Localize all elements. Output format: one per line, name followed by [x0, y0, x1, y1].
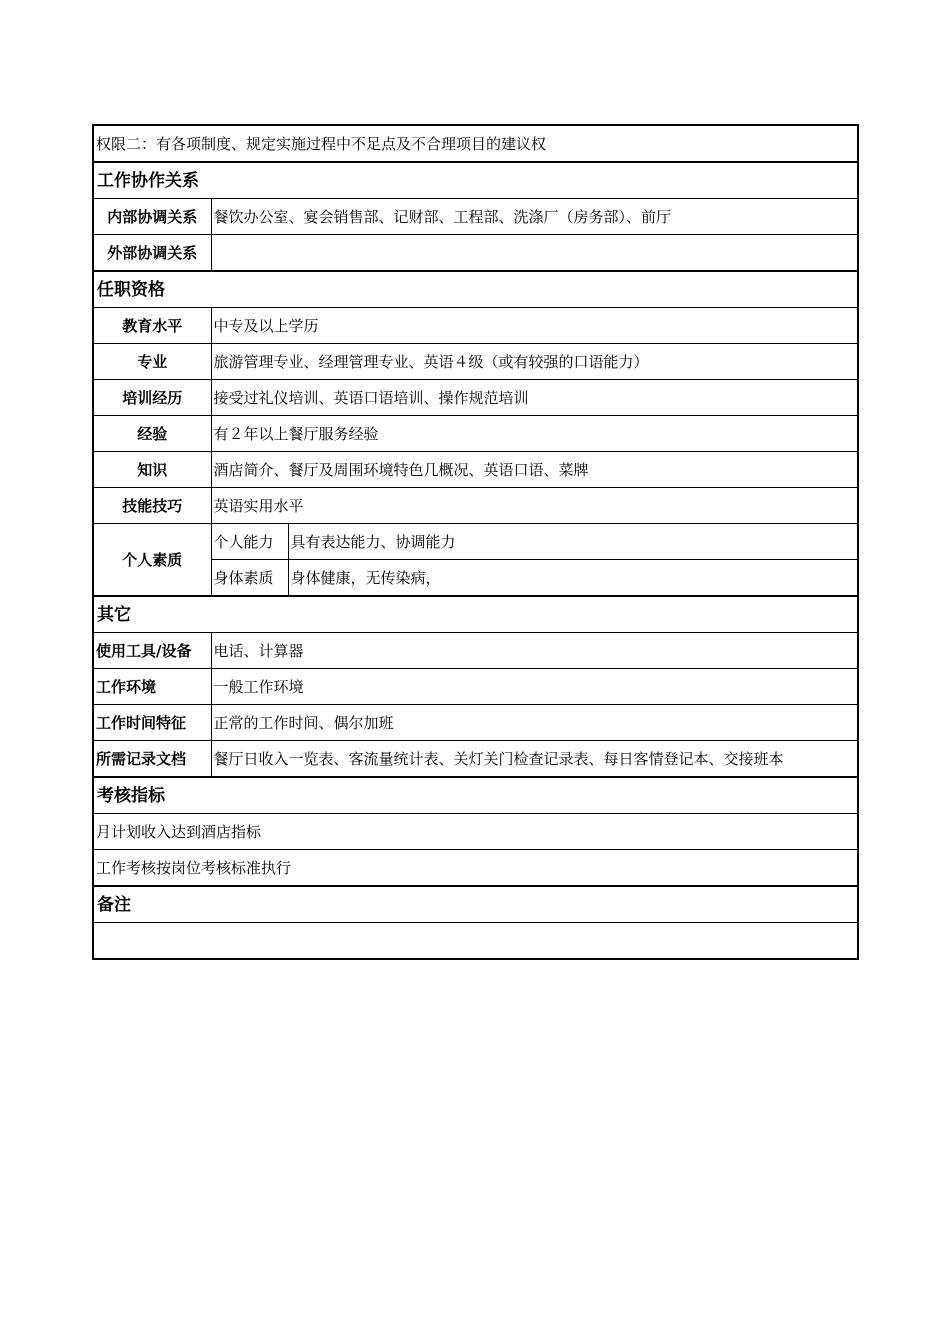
internal-coordination-value: 餐饮办公室、宴会销售部、记财部、工程部、洗涤厂（房务部）、前厅 — [211, 199, 858, 235]
training-label: 培训经历 — [93, 380, 211, 416]
records-label: 所需记录文档 — [93, 741, 211, 778]
external-coordination-row — [93, 235, 858, 272]
authority-row — [93, 125, 858, 162]
knowledge-value: 酒店简介、餐厅及周围环境特色几概况、英语口语、菜牌 — [211, 452, 858, 488]
tools-label: 使用工具/设备 — [93, 633, 211, 669]
job-description-table — [92, 124, 859, 960]
tools-row — [93, 633, 858, 669]
assessment-item-2: 工作考核按岗位考核标准执行 — [93, 850, 858, 887]
physical-quality-value: 身体健康，无传染病， — [288, 560, 858, 597]
major-label: 专业 — [93, 344, 211, 380]
knowledge-row — [93, 452, 858, 488]
cooperation-section-row — [93, 162, 858, 199]
qualifications-section-row — [93, 271, 858, 308]
education-value: 中专及以上学历 — [211, 308, 858, 344]
section-title-other: 其它 — [93, 596, 858, 633]
experience-value: 有２年以上餐厅服务经验 — [211, 416, 858, 452]
external-coordination-value — [211, 235, 858, 272]
remarks-section-row — [93, 886, 858, 923]
assessment-section-row — [93, 777, 858, 814]
skills-label: 技能技巧 — [93, 488, 211, 524]
personal-ability-value: 具有表达能力、协调能力 — [288, 524, 858, 560]
major-value: 旅游管理专业、经理管理专业、英语４级（或有较强的口语能力） — [211, 344, 858, 380]
personal-ability-row — [93, 524, 858, 560]
education-row — [93, 308, 858, 344]
physical-quality-label: 身体素质 — [211, 560, 288, 597]
experience-row — [93, 416, 858, 452]
records-value: 餐厅日收入一览表、客流量统计表、关灯关门检查记录表、每日客情登记本、交接班本 — [211, 741, 858, 778]
other-section-row — [93, 596, 858, 633]
personal-ability-label: 个人能力 — [211, 524, 288, 560]
personal-quality-label: 个人素质 — [93, 524, 211, 597]
training-value: 接受过礼仪培训、英语口语培训、操作规范培训 — [211, 380, 858, 416]
experience-label: 经验 — [93, 416, 211, 452]
authority-item-2: 权限二：有各项制度、规定实施过程中不足点及不合理项目的建议权 — [93, 125, 858, 162]
knowledge-label: 知识 — [93, 452, 211, 488]
work-time-value: 正常的工作时间、偶尔加班 — [211, 705, 858, 741]
remarks-value — [93, 923, 858, 960]
work-time-label: 工作时间特征 — [93, 705, 211, 741]
assessment-item-2-row — [93, 850, 858, 887]
work-time-row — [93, 705, 858, 741]
records-row — [93, 741, 858, 778]
internal-coordination-row — [93, 199, 858, 235]
major-row — [93, 344, 858, 380]
skills-row — [93, 488, 858, 524]
section-title-cooperation: 工作协作关系 — [93, 162, 858, 199]
tools-value: 电话、计算器 — [211, 633, 858, 669]
assessment-item-1-row — [93, 814, 858, 850]
education-label: 教育水平 — [93, 308, 211, 344]
environment-row — [93, 669, 858, 705]
environment-value: 一般工作环境 — [211, 669, 858, 705]
remarks-row — [93, 923, 858, 960]
internal-coordination-label: 内部协调关系 — [93, 199, 211, 235]
section-title-assessment: 考核指标 — [93, 777, 858, 814]
environment-label: 工作环境 — [93, 669, 211, 705]
assessment-item-1: 月计划收入达到酒店指标 — [93, 814, 858, 850]
section-title-qualifications: 任职资格 — [93, 271, 858, 308]
training-row — [93, 380, 858, 416]
section-title-remarks: 备注 — [93, 886, 858, 923]
skills-value: 英语实用水平 — [211, 488, 858, 524]
external-coordination-label: 外部协调关系 — [93, 235, 211, 272]
